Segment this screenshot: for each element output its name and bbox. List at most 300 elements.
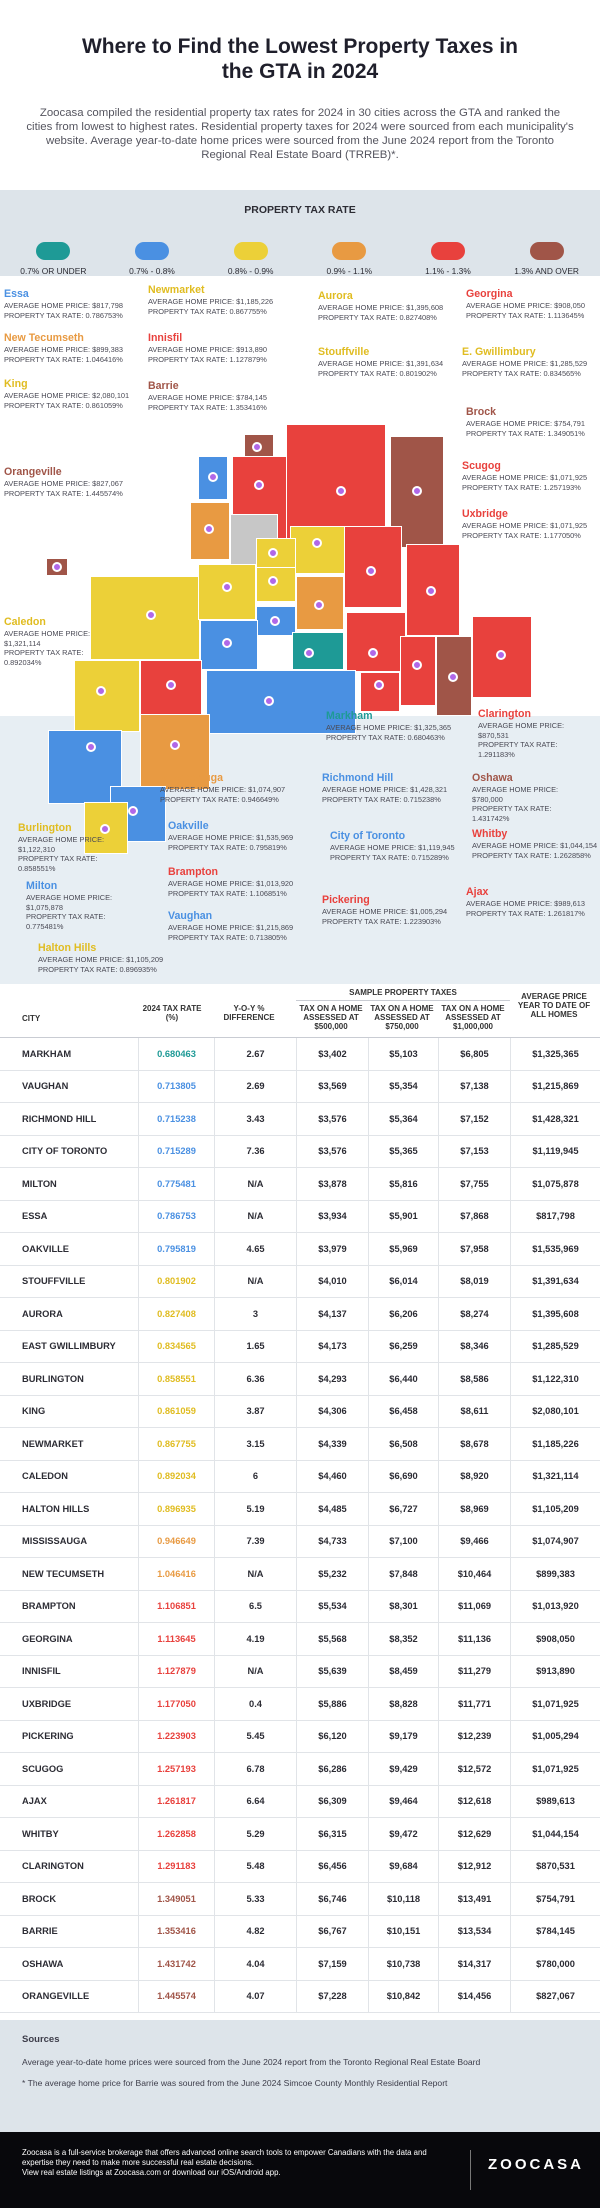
table-row [0, 1396, 600, 1429]
callout-east-gwillimbury: E. Gwillimbury AVERAGE HOME PRICE: $1,285,529 PROPERTY TAX RATE: 0.834565% [462, 346, 588, 378]
table-row [0, 1428, 600, 1461]
cell-yoy: 4.82 [214, 1916, 296, 1948]
callout-milton: Milton AVERAGE HOME PRICE: $1,075,878 PROPERTY TAX RATE: 0.775481% [26, 880, 113, 931]
cell-city: CITY OF TORONTO [22, 1146, 108, 1157]
table-row [0, 1038, 600, 1071]
cell-t1m: $10,464 [438, 1558, 510, 1590]
cell-t1m: $6,805 [438, 1038, 510, 1070]
cell-city: MILTON [22, 1178, 57, 1189]
cell-city: EAST GWILLIMBURY [22, 1341, 116, 1352]
table-row [0, 1233, 600, 1266]
cell-rate: 0.827408 [138, 1298, 214, 1330]
marker-essa [208, 472, 218, 482]
callout-pickering: Pickering AVERAGE HOME PRICE: $1,005,294 PROPERTY TAX RATE: 1.223903% [322, 894, 448, 926]
cell-t1m: $12,629 [438, 1818, 510, 1850]
cell-city: CLARINGTON [22, 1861, 84, 1872]
legend-swatch [530, 242, 564, 260]
cell-t500: $5,232 [296, 1558, 368, 1590]
table-row [0, 1493, 600, 1526]
callout-markham: Markham AVERAGE HOME PRICE: $1,325,365 PROPERTY TAX RATE: 0.680463% [326, 710, 452, 742]
region-markham [292, 632, 344, 670]
legend-label: 0.9% - 1.1% [326, 266, 373, 276]
cell-t750: $10,118 [368, 1883, 438, 1915]
cell-avg: $754,791 [510, 1883, 600, 1915]
cell-city: VAUGHAN [22, 1081, 69, 1092]
cell-city: OSHAWA [22, 1958, 64, 1969]
cell-t500: $6,456 [296, 1851, 368, 1883]
cell-rate: 0.858551 [138, 1363, 214, 1395]
cell-yoy: 4.19 [214, 1623, 296, 1655]
marker-uxbridge [366, 566, 376, 576]
cell-yoy: 6.5 [214, 1591, 296, 1623]
cell-t500: $5,886 [296, 1688, 368, 1720]
cell-avg: $899,383 [510, 1558, 600, 1590]
cell-avg: $1,185,226 [510, 1428, 600, 1460]
cell-avg: $1,044,154 [510, 1818, 600, 1850]
cell-rate: 0.867755 [138, 1428, 214, 1460]
cell-rate: 0.834565 [138, 1331, 214, 1363]
cell-t750: $9,464 [368, 1786, 438, 1818]
cell-avg: $1,071,925 [510, 1753, 600, 1785]
cell-avg: $908,050 [510, 1623, 600, 1655]
cell-t750: $5,354 [368, 1071, 438, 1103]
cell-rate: 1.113645 [138, 1623, 214, 1655]
cell-avg: $827,067 [510, 1981, 600, 2013]
cell-t1m: $8,678 [438, 1428, 510, 1460]
region-caledon [90, 576, 200, 660]
cell-city: INNISFIL [22, 1666, 61, 1677]
legend-label: 0.7% OR UNDER [20, 266, 87, 276]
page-title: Where to Find the Lowest Property Taxes in the GTA in 2024 [81, 35, 518, 83]
cell-t750: $5,969 [368, 1233, 438, 1265]
footer-text: Zoocasa is a full-service brokerage that offers advanced online search tools to empower Canadians with the data and expertise they need to make more successful real estate decisions. View real estate listings at Zoocasa.com or download our iOS/Android app. [22, 2148, 427, 2177]
cell-t1m: $14,317 [438, 1948, 510, 1980]
cell-t750: $9,179 [368, 1721, 438, 1753]
cell-yoy: 3.87 [214, 1396, 296, 1428]
legend-swatch [135, 242, 169, 260]
cell-t500: $4,010 [296, 1266, 368, 1298]
cell-t1m: $13,491 [438, 1883, 510, 1915]
table-row [0, 1818, 600, 1851]
cell-city: NEWMARKET [22, 1438, 84, 1449]
cell-rate: 0.786753 [138, 1201, 214, 1233]
cell-rate: 1.223903 [138, 1721, 214, 1753]
cell-rate: 0.795819 [138, 1233, 214, 1265]
cell-avg: $1,285,529 [510, 1331, 600, 1363]
cell-yoy: 4.65 [214, 1233, 296, 1265]
footer [0, 2132, 600, 2208]
cell-rate: 0.801902 [138, 1266, 214, 1298]
marker-ajax [374, 680, 384, 690]
cell-rate: 0.713805 [138, 1071, 214, 1103]
cell-t750: $6,206 [368, 1298, 438, 1330]
cell-avg: $1,005,294 [510, 1721, 600, 1753]
cell-yoy: 0.4 [214, 1688, 296, 1720]
cell-city: RICHMOND HILL [22, 1113, 97, 1124]
marker-barrie [252, 442, 262, 452]
cell-avg: $1,321,114 [510, 1461, 600, 1493]
cell-rate: 1.257193 [138, 1753, 214, 1785]
cell-t1m: $14,456 [438, 1981, 510, 2013]
legend-label: 1.3% AND OVER [514, 266, 579, 276]
cell-avg: $784,145 [510, 1916, 600, 1948]
callout-scugog: Scugog AVERAGE HOME PRICE: $1,071,925 PROPERTY TAX RATE: 1.257193% [462, 460, 588, 492]
callout-aurora: Aurora AVERAGE HOME PRICE: $1,395,608 PROPERTY TAX RATE: 0.827408% [318, 290, 444, 322]
cell-t500: $7,228 [296, 1981, 368, 2013]
table-row [0, 1916, 600, 1949]
marker-richmond-hill [270, 616, 280, 626]
callout-newmarket: Newmarket AVERAGE HOME PRICE: $1,185,226 PROPERTY TAX RATE: 0.867755% [148, 284, 274, 316]
region-halton-hills [74, 660, 140, 732]
callout-richmond-hill: Richmond Hill AVERAGE HOME PRICE: $1,428,321 PROPERTY TAX RATE: 0.715238% [322, 772, 448, 804]
cell-t500: $3,576 [296, 1136, 368, 1168]
cell-t1m: $8,346 [438, 1331, 510, 1363]
cell-yoy: N/A [214, 1558, 296, 1590]
cell-yoy: N/A [214, 1168, 296, 1200]
cell-rate: 1.431742 [138, 1948, 214, 1980]
cell-avg: $1,428,321 [510, 1103, 600, 1135]
marker-king [222, 582, 232, 592]
cell-t500: $6,746 [296, 1883, 368, 1915]
marker-markham [304, 648, 314, 658]
header-yoy: Y-O-Y % DIFFERENCE [223, 1004, 275, 1022]
cell-t750: $7,100 [368, 1526, 438, 1558]
cell-t750: $6,727 [368, 1493, 438, 1525]
cell-t1m: $12,239 [438, 1721, 510, 1753]
table-row [0, 1136, 600, 1169]
cell-t750: $6,690 [368, 1461, 438, 1493]
cell-yoy: 5.29 [214, 1818, 296, 1850]
marker-oshawa [448, 672, 458, 682]
cell-rate: 1.261817 [138, 1786, 214, 1818]
cell-yoy: 6.78 [214, 1753, 296, 1785]
marker-orangeville [52, 562, 62, 572]
marker-vaughan [222, 638, 232, 648]
region-ajax [360, 672, 400, 712]
cell-t750: $5,816 [368, 1168, 438, 1200]
cell-t1m: $11,771 [438, 1688, 510, 1720]
gta-map [0, 276, 600, 984]
sources-section [0, 2020, 600, 2132]
cell-t750: $6,508 [368, 1428, 438, 1460]
callout-oakville: Oakville AVERAGE HOME PRICE: $1,535,969 PROPERTY TAX RATE: 0.795819% [168, 820, 294, 852]
marker-stouffville [314, 600, 324, 610]
zoocasa-logo[interactable]: ZOOCASA [488, 2156, 584, 2173]
callout-brock: Brock AVERAGE HOME PRICE: $754,791 PROPERTY TAX RATE: 1.349051% [466, 406, 585, 438]
callout-king: King AVERAGE HOME PRICE: $2,080,101 PROPERTY TAX RATE: 0.861059% [4, 378, 130, 410]
cell-t500: $4,460 [296, 1461, 368, 1493]
cell-avg: $1,071,925 [510, 1688, 600, 1720]
cell-avg: $989,613 [510, 1786, 600, 1818]
marker-mississauga [170, 740, 180, 750]
legend-items [0, 242, 600, 276]
cell-t500: $5,639 [296, 1656, 368, 1688]
cell-yoy: 1.65 [214, 1331, 296, 1363]
cell-t750: $5,365 [368, 1136, 438, 1168]
marker-georgina [336, 486, 346, 496]
cell-t750: $7,848 [368, 1558, 438, 1590]
cell-t1m: $7,868 [438, 1201, 510, 1233]
cell-rate: 0.715289 [138, 1136, 214, 1168]
table-row [0, 1753, 600, 1786]
cell-t500: $3,979 [296, 1233, 368, 1265]
cell-yoy: 4.04 [214, 1948, 296, 1980]
cell-t1m: $8,586 [438, 1363, 510, 1395]
callout-oshawa: Oshawa AVERAGE HOME PRICE: $780,000 PROPERTY TAX RATE: 1.431742% [472, 772, 559, 823]
cell-avg: $1,119,945 [510, 1136, 600, 1168]
cell-city: STOUFFVILLE [22, 1276, 86, 1287]
cell-rate: 0.861059 [138, 1396, 214, 1428]
cell-rate: 1.106851 [138, 1591, 214, 1623]
marker-innisfil [254, 480, 264, 490]
header-city: CITY [22, 1014, 41, 1023]
cell-t750: $6,259 [368, 1331, 438, 1363]
callout-ajax: Ajax AVERAGE HOME PRICE: $989,613 PROPERTY TAX RATE: 1.261817% [466, 886, 585, 918]
marker-scugog [426, 586, 436, 596]
cell-city: GEORGINA [22, 1633, 73, 1644]
table-row [0, 1948, 600, 1981]
cell-t1m: $8,611 [438, 1396, 510, 1428]
marker-clarington [496, 650, 506, 660]
footer-divider [470, 2150, 471, 2190]
cell-t500: $4,293 [296, 1363, 368, 1395]
marker-toronto [264, 696, 274, 706]
legend-item [5, 242, 101, 276]
callout-barrie: Barrie AVERAGE HOME PRICE: $784,145 PROPERTY TAX RATE: 1.353416% [148, 380, 267, 412]
header-sample-group: SAMPLE PROPERTY TAXES [296, 988, 510, 1001]
cell-yoy: 5.48 [214, 1851, 296, 1883]
cell-rate: 0.680463 [138, 1038, 214, 1070]
cell-avg: $1,325,365 [510, 1038, 600, 1070]
header-t750: TAX ON A HOME ASSESSED AT $750,000 [370, 1004, 434, 1031]
cell-city: UXBRIDGE [22, 1698, 72, 1709]
cell-t1m: $8,019 [438, 1266, 510, 1298]
cell-city: KING [22, 1406, 46, 1417]
marker-aurora [268, 576, 278, 586]
cell-t1m: $7,152 [438, 1103, 510, 1135]
callout-halton-hills: Halton Hills AVERAGE HOME PRICE: $1,105,209 PROPERTY TAX RATE: 0.896935% [38, 942, 164, 974]
cell-t1m: $11,279 [438, 1656, 510, 1688]
header-t1m: TAX ON A HOME ASSESSED AT $1,000,000 [441, 1004, 505, 1031]
cell-avg: $817,798 [510, 1201, 600, 1233]
cell-avg: $1,215,869 [510, 1071, 600, 1103]
callout-mississauga: Mississauga AVERAGE HOME PRICE: $1,074,907 PROPERTY TAX RATE: 0.946649% [160, 772, 286, 804]
cell-t500: $5,534 [296, 1591, 368, 1623]
marker-brock [412, 486, 422, 496]
table-row [0, 1591, 600, 1624]
callout-whitby: Whitby AVERAGE HOME PRICE: $1,044,154 PROPERTY TAX RATE: 1.262858% [472, 828, 598, 860]
cell-yoy: 5.19 [214, 1493, 296, 1525]
cell-city: BROCK [22, 1893, 57, 1904]
cell-avg: $780,000 [510, 1948, 600, 1980]
legend-item [400, 242, 496, 276]
cell-yoy: N/A [214, 1201, 296, 1233]
legend-swatch [234, 242, 268, 260]
cell-t500: $4,733 [296, 1526, 368, 1558]
callout-georgina: Georgina AVERAGE HOME PRICE: $908,050 PROPERTY TAX RATE: 1.113645% [466, 288, 585, 320]
cell-rate: 1.349051 [138, 1883, 214, 1915]
cell-rate: 1.262858 [138, 1818, 214, 1850]
cell-t1m: $7,153 [438, 1136, 510, 1168]
cell-rate: 0.946649 [138, 1526, 214, 1558]
cell-t750: $8,828 [368, 1688, 438, 1720]
cell-yoy: 7.36 [214, 1136, 296, 1168]
cell-city: OAKVILLE [22, 1243, 70, 1254]
callout-city-of-toronto: City of Toronto AVERAGE HOME PRICE: $1,119,945 PROPERTY TAX RATE: 0.715289% [330, 830, 455, 862]
cell-yoy: 7.39 [214, 1526, 296, 1558]
table-row [0, 1266, 600, 1299]
legend-item [104, 242, 200, 276]
callout-brampton: Brampton AVERAGE HOME PRICE: $1,013,920 PROPERTY TAX RATE: 1.106851% [168, 866, 294, 898]
sources-line-2: * The average home price for Barrie was soured from the June 2024 Simcoe County Monthly Residential Report [22, 2078, 448, 2088]
table-row [0, 1363, 600, 1396]
cell-city: MISSISSAUGA [22, 1536, 88, 1547]
cell-t750: $10,151 [368, 1916, 438, 1948]
table-row [0, 1851, 600, 1884]
table-row [0, 1786, 600, 1819]
cell-city: BURLINGTON [22, 1373, 84, 1384]
cell-t750: $10,842 [368, 1981, 438, 2013]
cell-t750: $9,684 [368, 1851, 438, 1883]
cell-rate: 1.127879 [138, 1656, 214, 1688]
cell-avg: $870,531 [510, 1851, 600, 1883]
cell-t500: $3,402 [296, 1038, 368, 1070]
cell-t1m: $9,466 [438, 1526, 510, 1558]
cell-t750: $8,352 [368, 1623, 438, 1655]
cell-t1m: $13,534 [438, 1916, 510, 1948]
table-row [0, 1721, 600, 1754]
cell-t750: $9,429 [368, 1753, 438, 1785]
cell-yoy: 5.45 [214, 1721, 296, 1753]
cell-rate: 0.775481 [138, 1168, 214, 1200]
table-row [0, 1558, 600, 1591]
legend-title: PROPERTY TAX RATE [244, 204, 356, 216]
legend-swatch [431, 242, 465, 260]
region-whitby [400, 636, 436, 706]
marker-pickering [368, 648, 378, 658]
cell-rate: 1.291183 [138, 1851, 214, 1883]
cell-yoy: 6.36 [214, 1363, 296, 1395]
cell-t750: $10,738 [368, 1948, 438, 1980]
cell-city: HALTON HILLS [22, 1503, 90, 1514]
cell-avg: $1,122,310 [510, 1363, 600, 1395]
cell-avg: $2,080,101 [510, 1396, 600, 1428]
callout-caledon: Caledon AVERAGE HOME PRICE: $1,321,114 PROPERTY TAX RATE: 0.892034% [4, 616, 91, 667]
cell-city: PICKERING [22, 1731, 74, 1742]
cell-t750: $5,103 [368, 1038, 438, 1070]
cell-city: AURORA [22, 1308, 63, 1319]
table-row [0, 1981, 600, 2014]
table-row [0, 1298, 600, 1331]
cell-yoy: 5.33 [214, 1883, 296, 1915]
callout-vaughan: Vaughan AVERAGE HOME PRICE: $1,215,869 PROPERTY TAX RATE: 0.713805% [168, 910, 294, 942]
cell-t500: $4,306 [296, 1396, 368, 1428]
cell-t500: $6,315 [296, 1818, 368, 1850]
legend [0, 190, 600, 276]
cell-t750: $9,472 [368, 1818, 438, 1850]
table-row [0, 1656, 600, 1689]
cell-city: BRAMPTON [22, 1601, 76, 1612]
cell-yoy: 3.15 [214, 1428, 296, 1460]
marker-halton-hills [96, 686, 106, 696]
cell-t1m: $11,136 [438, 1623, 510, 1655]
cell-t500: $3,569 [296, 1071, 368, 1103]
cell-yoy: N/A [214, 1656, 296, 1688]
legend-swatch [36, 242, 70, 260]
callout-uxbridge: Uxbridge AVERAGE HOME PRICE: $1,071,925 PROPERTY TAX RATE: 1.177050% [462, 508, 588, 540]
cell-t750: $6,458 [368, 1396, 438, 1428]
cell-yoy: 6.64 [214, 1786, 296, 1818]
marker-caledon [146, 610, 156, 620]
legend-label: 0.8% - 0.9% [227, 266, 274, 276]
cell-yoy: N/A [214, 1266, 296, 1298]
header-rate: 2024 TAX RATE (%) [142, 1004, 202, 1022]
cell-city: ORANGEVILLE [22, 1991, 90, 2002]
cell-t1m: $7,958 [438, 1233, 510, 1265]
cell-t750: $8,459 [368, 1656, 438, 1688]
legend-item [203, 242, 299, 276]
header [0, 0, 600, 161]
cell-city: MARKHAM [22, 1048, 72, 1059]
cell-t500: $5,568 [296, 1623, 368, 1655]
legend-swatch [332, 242, 366, 260]
cell-avg: $1,013,920 [510, 1591, 600, 1623]
table-row [0, 1526, 600, 1559]
cell-t1m: $12,572 [438, 1753, 510, 1785]
marker-whitby [412, 660, 422, 670]
table-row [0, 1461, 600, 1494]
callout-burlington: Burlington AVERAGE HOME PRICE: $1,122,310 PROPERTY TAX RATE: 0.858551% [18, 822, 105, 873]
cell-city: BARRIE [22, 1926, 58, 1937]
cell-t1m: $11,069 [438, 1591, 510, 1623]
cell-rate: 1.445574 [138, 1981, 214, 2013]
table-row [0, 1331, 600, 1364]
marker-oakville [128, 806, 138, 816]
cell-t1m: $12,912 [438, 1851, 510, 1883]
cell-avg: $1,395,608 [510, 1298, 600, 1330]
sources-heading: Sources [22, 2034, 60, 2045]
cell-t1m: $7,755 [438, 1168, 510, 1200]
region-king [198, 564, 256, 620]
callout-essa: Essa AVERAGE HOME PRICE: $817,798 PROPERTY TAX RATE: 0.786753% [4, 288, 123, 320]
cell-avg: $1,535,969 [510, 1233, 600, 1265]
cell-t500: $3,878 [296, 1168, 368, 1200]
header-t500: TAX ON A HOME ASSESSED AT $500,000 [299, 1004, 363, 1031]
legend-label: 0.7% - 0.8% [129, 266, 175, 276]
cell-yoy: 3.43 [214, 1103, 296, 1135]
cell-avg: $1,105,209 [510, 1493, 600, 1525]
cell-t1m: $8,969 [438, 1493, 510, 1525]
cell-t500: $7,159 [296, 1948, 368, 1980]
marker-newmarket [268, 548, 278, 558]
cell-rate: 0.896935 [138, 1493, 214, 1525]
cell-yoy: 2.69 [214, 1071, 296, 1103]
sources-line-1: Average year-to-date home prices were sourced from the June 2024 report from the Toronto Regional Real Estate Board [22, 2057, 481, 2067]
marker-east-gwillimbury [312, 538, 322, 548]
cell-t750: $8,301 [368, 1591, 438, 1623]
table-row [0, 1071, 600, 1104]
callout-innisfil: Innisfil AVERAGE HOME PRICE: $913,890 PROPERTY TAX RATE: 1.127879% [148, 332, 267, 364]
marker-brampton [166, 680, 176, 690]
cell-city: AJAX [22, 1796, 47, 1807]
intro-text: Zoocasa compiled the residential property tax rates for 2024 in 30 cities across the GTA and ranked the cities from lowest to highest rates. Residential property taxes for 2024 were sourced from each municipality's website. Average year-to-date home prices were sourced from the June 2024 report from the Toronto Regional Real Estate Board (TRREB)*. [26, 107, 574, 161]
cell-t750: $6,014 [368, 1266, 438, 1298]
cell-rate: 0.715238 [138, 1103, 214, 1135]
cell-t500: $3,576 [296, 1103, 368, 1135]
table-body [0, 1038, 600, 2013]
cell-t1m: $8,274 [438, 1298, 510, 1330]
cell-avg: $1,075,878 [510, 1168, 600, 1200]
